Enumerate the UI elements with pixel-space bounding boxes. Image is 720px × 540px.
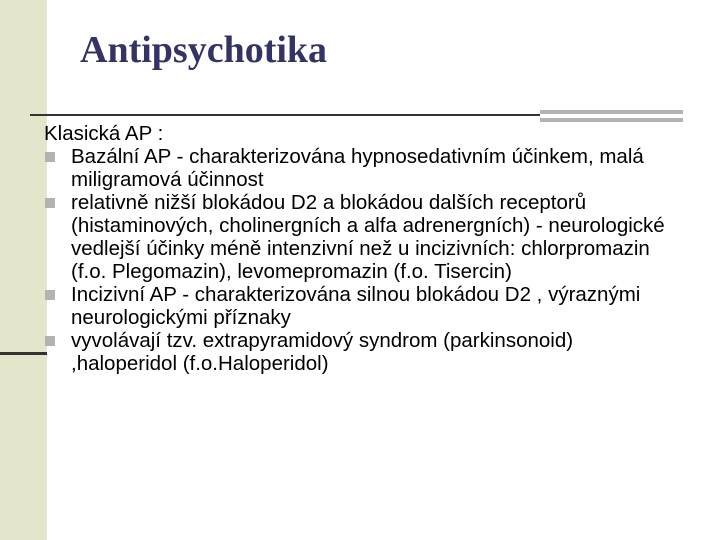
bullet-text: relativně nižší blokádou D2 a blokádou dalších receptorů (histaminových, cholinergních a alfa adrenergních) - neurologické vedlejší účinky méně intenzivní než u incizivních: chlorpromazin (f.o. Plegomazin), levomepromazin (f.o. Tisercin) [71,191,665,283]
body-heading: Klasická AP : [44,122,164,145]
bullet-text: vyvolávají tzv. extrapyramidový syndrom (parkinsonoid) ,haloperidol (f.o.Haloperidol) [71,329,574,375]
title-underline [30,114,540,116]
bullet-item [44,329,684,375]
bullet-item [44,283,684,329]
bullet-item [44,191,684,283]
left-decor-band [0,0,47,540]
bullet-text: Incizivní AP - charakterizována silnou blokádou D2 , výraznými neurologickými příznaky [71,283,641,329]
bullet-text: Bazální AP - charakterizována hypnosedativním účinkem, malá miligramová účinnost [71,145,644,191]
square-bullet-icon [45,198,55,208]
square-bullet-icon [45,290,55,300]
bullet-list [44,145,684,375]
bullet-item [44,145,684,191]
square-bullet-icon [45,152,55,162]
square-bullet-icon [45,336,55,346]
slide-body [44,122,684,375]
slide-title: Antipsychotika [80,29,328,71]
left-band-divider [0,352,47,355]
title-underline-accent-top [540,110,683,114]
